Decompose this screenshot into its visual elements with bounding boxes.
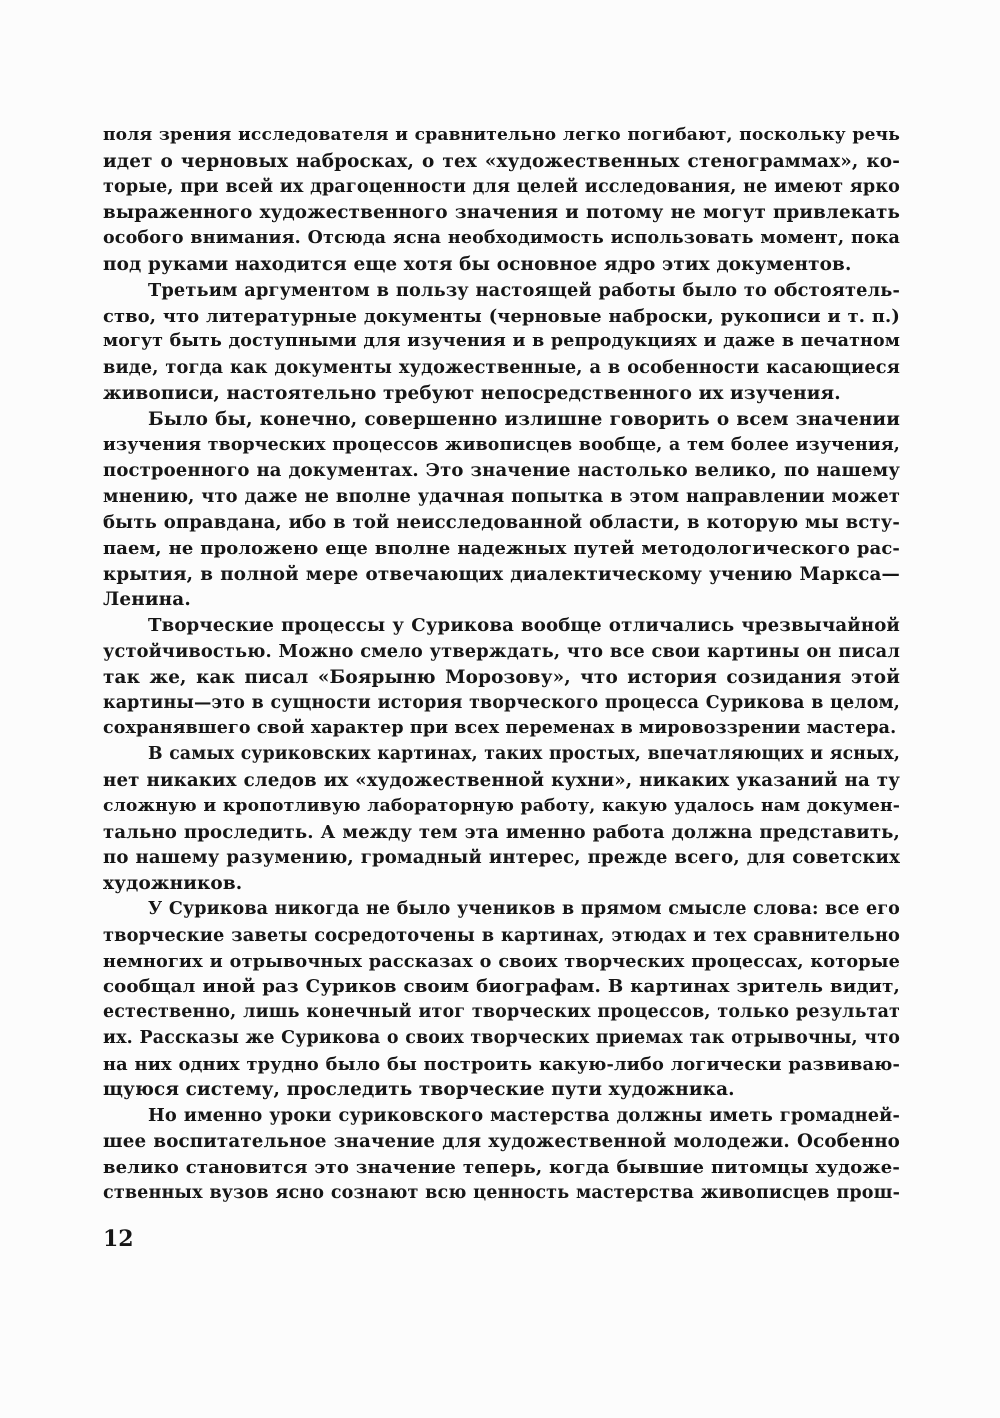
text-line: художников. — [103, 873, 243, 895]
text-line: творческие заветы сосредоточены в картинах, этюдах и тех сравнительно — [103, 924, 900, 946]
text-line: так же, как писал «Боярыню Морозову», что история созидания этой — [103, 666, 900, 688]
text-line: ство, что литературные документы (черновые наброски, рукописи и т. п.) — [103, 305, 900, 327]
text-line: их. Рассказы же Сурикова о своих творческих приемах так отрывочны, что — [103, 1027, 900, 1048]
text-line: сохранявшего свой характер при всех переменах в мировоззрении мастера. — [103, 718, 897, 739]
text-line: В самых суриковских картинах, таких простых, впечатляющих и ясных, — [148, 744, 900, 765]
text-line: Было бы, конечно, совершенно излишне говорить о всем значении — [148, 408, 900, 430]
text-line: ственных вузов ясно сознают всю ценность мастерства живописцев прош- — [103, 1182, 900, 1203]
text-line: живописи, настоятельно требуют непосредственного их изучения. — [103, 382, 841, 404]
body-text — [103, 123, 900, 1206]
text-line: идет о черновых набросках, о тех «художественных стенограммах», ко- — [103, 150, 900, 172]
text-line: виде, тогда как документы художественные, а в особенности касающиеся — [103, 357, 900, 379]
text-line: шее воспитательное значение для художественной молодежи. Особенно — [103, 1131, 900, 1153]
text-line: быть оправдана, ибо в той неисследованной области, в которую мы всту- — [103, 511, 900, 533]
text-line: под руками находится еще хотя бы основное ядро этих документов. — [103, 253, 852, 275]
text-line: Третьим аргументом в пользу настоящей работы было то обстоятель- — [148, 279, 900, 301]
text-line: тально проследить. А между тем эта именно работа должна представить, — [103, 821, 900, 843]
text-line: У Сурикова никогда не было учеников в прямом смысле слова: все его — [148, 898, 900, 919]
text-line: торые, при всей их драгоценности для целей исследования, не имеют ярко — [103, 176, 900, 197]
text-line: выраженного художественного значения и потому не могут привлекать — [103, 202, 900, 224]
text-line: сообщал иной раз Суриков своим биографам. В картинах зритель видит, — [103, 976, 900, 998]
page-number: 12 — [103, 1226, 134, 1252]
text-line: мнению, что даже не вполне удачная попытка в этом направлении может — [103, 486, 900, 508]
text-line: естественно, лишь конечный итог творческих процессов, только результат — [103, 1002, 900, 1023]
text-line: картины—это в сущности история творческого процесса Сурикова в целом, — [103, 692, 900, 713]
text-line: изучения творческих процессов живописцев вообще, а тем более изучения, — [103, 434, 900, 455]
text-line: Ленина. — [103, 589, 191, 611]
text-line: устойчивостью. Можно смело утверждать, что все свои картины он писал — [103, 640, 900, 662]
text-line: по нашему разумению, громадный интерес, прежде всего, для советских — [103, 847, 900, 869]
text-line: Творческие процессы у Сурикова вообще отличались чрезвычайной — [148, 615, 900, 637]
text-line: на них одних трудно было бы построить какую-либо логически развиваю- — [103, 1053, 900, 1075]
text-line: щуюся систему, проследить творческие пути художника. — [103, 1079, 735, 1101]
text-line: паем, не проложено еще вполне надежных путей методологического рас- — [103, 537, 900, 559]
text-line: велико становится это значение теперь, когда бывшие питомцы художе- — [103, 1156, 900, 1178]
text-line: могут быть доступными для изучения и в репродукциях и даже в печатном — [103, 331, 900, 352]
text-line: особого внимания. Отсюда ясна необходимость использовать момент, пока — [103, 228, 900, 249]
text-line: Но именно уроки суриковского мастерства должны иметь громадней- — [148, 1105, 900, 1127]
text-line: немногих и отрывочных рассказах о своих творческих процессах, которые — [103, 950, 900, 972]
text-line: нет никаких следов их «художественной кухни», никаких указаний на ту — [103, 769, 900, 791]
text-line: поля зрения исследователя и сравнительно легко погибают, поскольку речь — [103, 125, 900, 145]
text-line: сложную и кропотливую лабораторную работу, какую удалось нам докумен- — [103, 795, 900, 816]
text-line: крытия, в полной мере отвечающих диалектическому учению Маркса— — [103, 563, 900, 585]
text-line: построенного на документах. Это значение настолько велико, по нашему — [103, 460, 900, 482]
